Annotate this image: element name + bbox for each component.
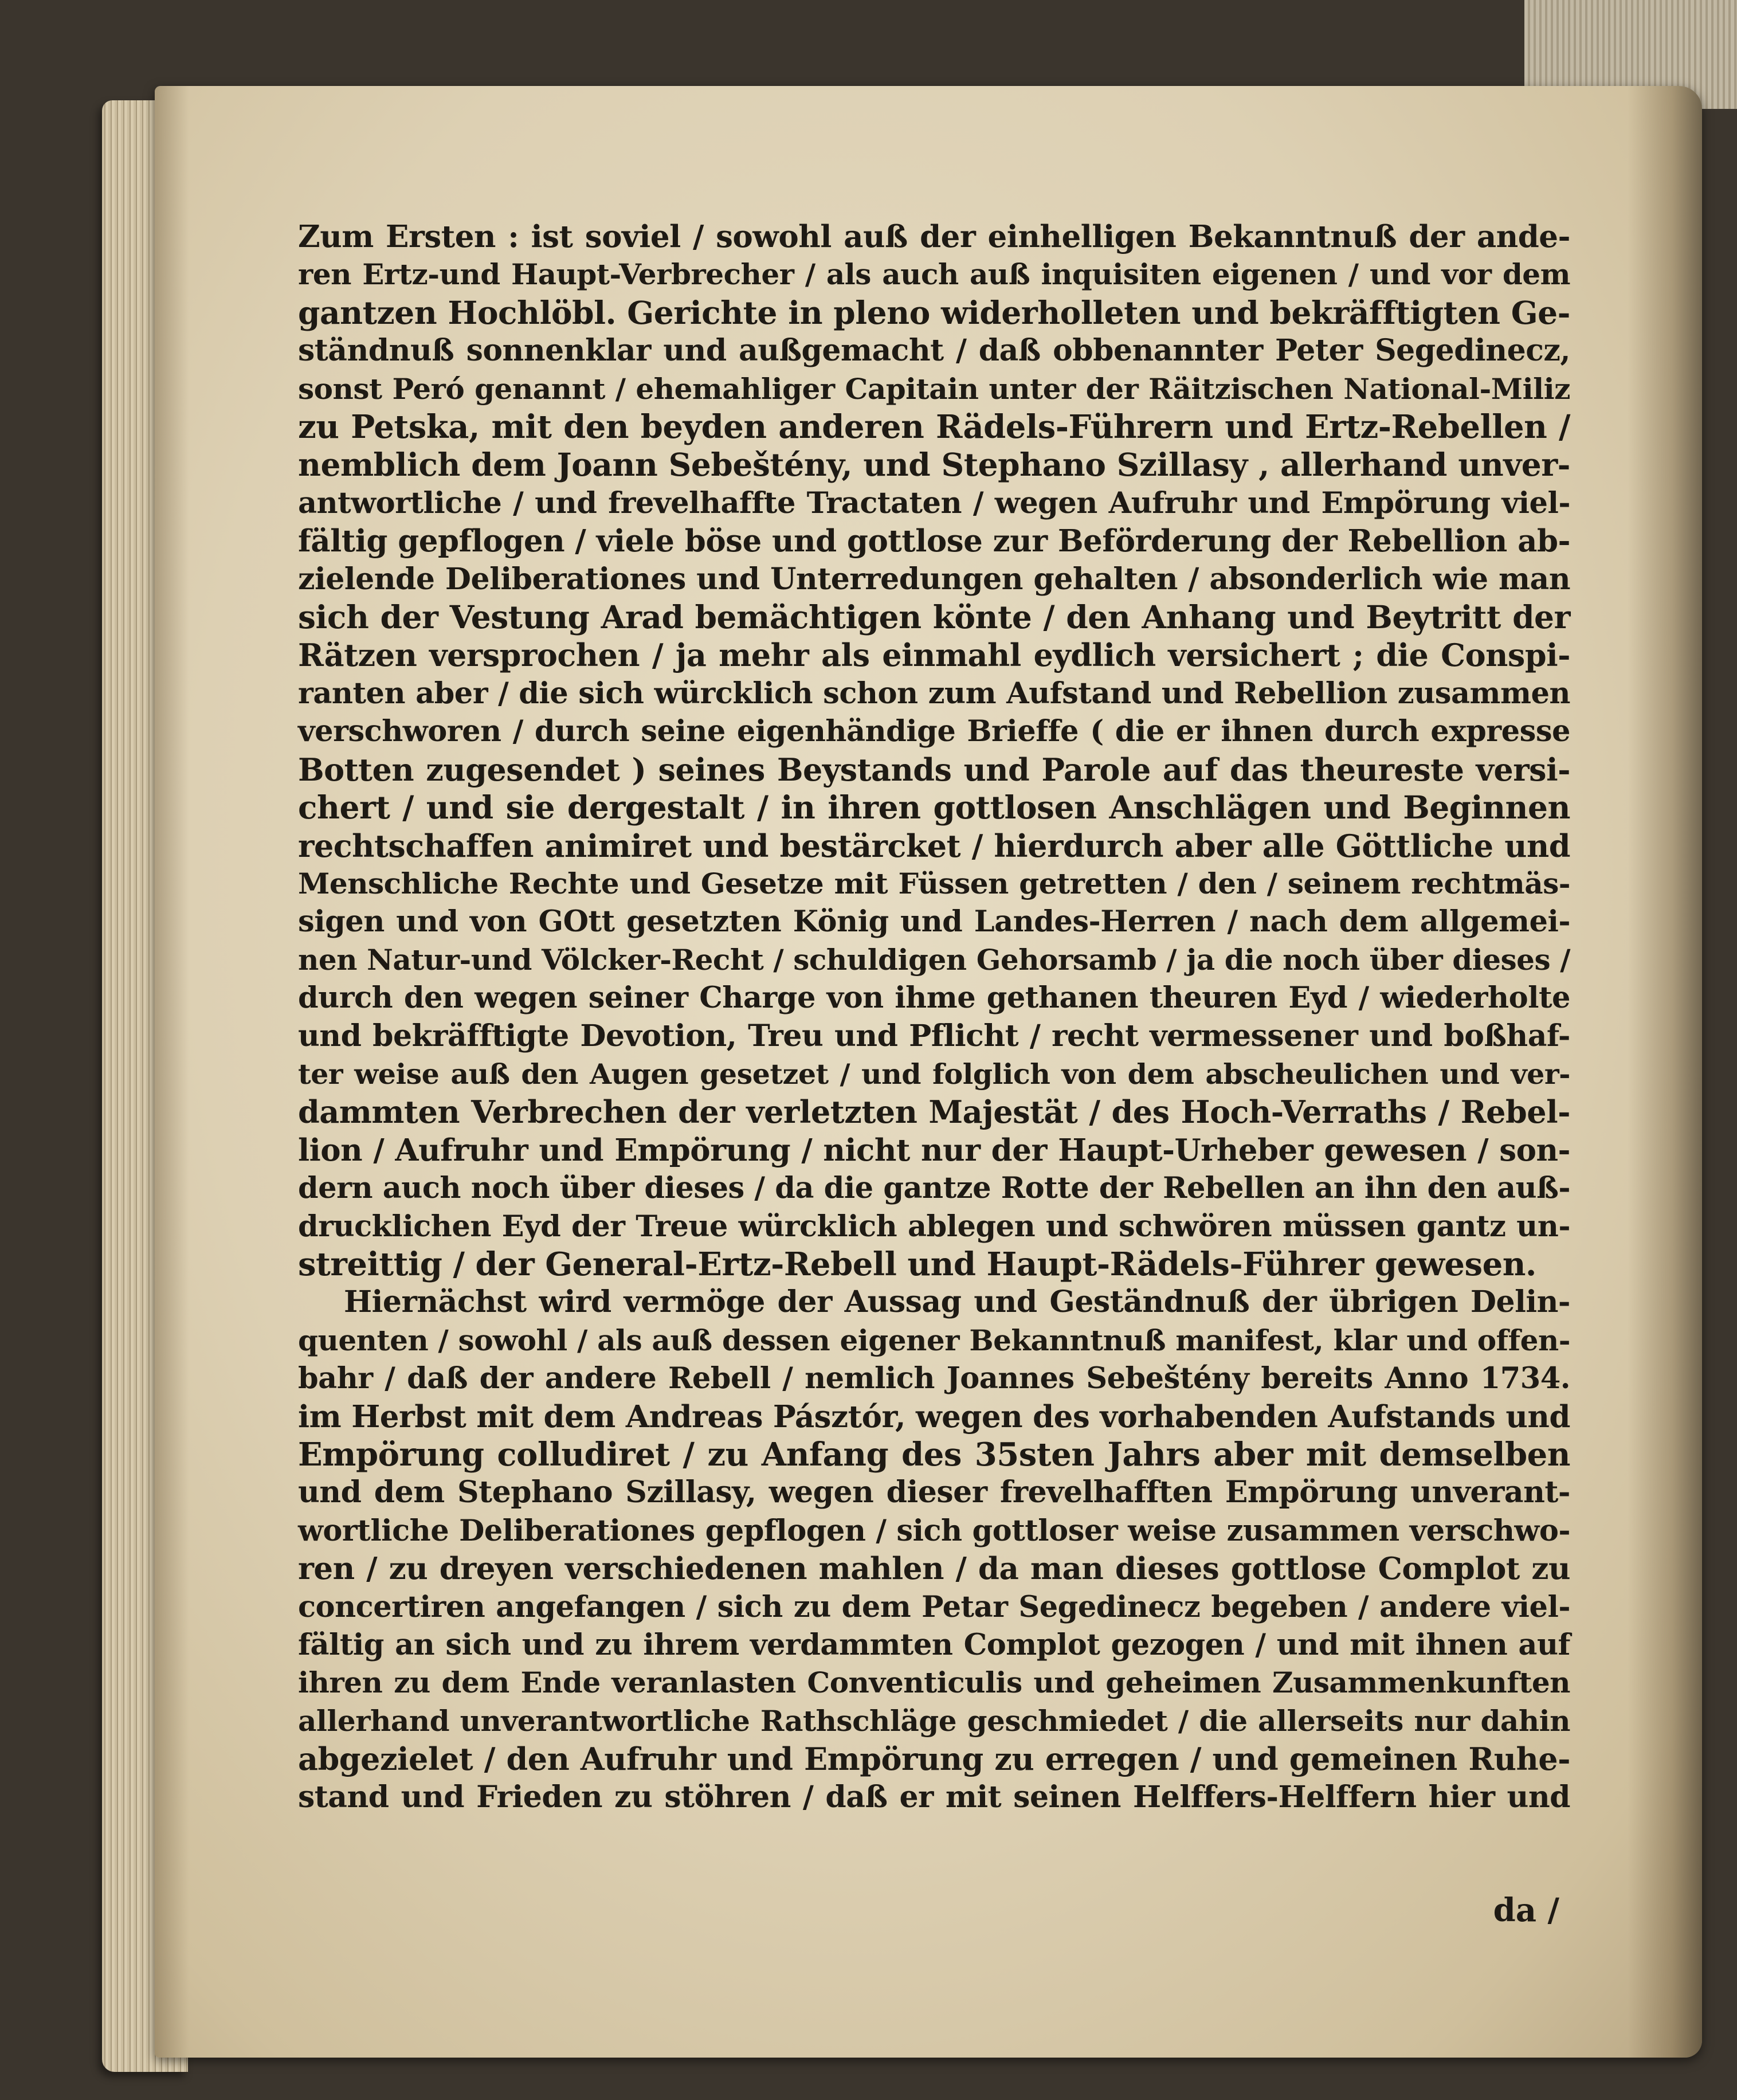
text-line: streittig / der General-Ertz-Rebell und Haupt-Rädels-Führer gewesen. bbox=[298, 1245, 1536, 1283]
text-line: Botten zugesendet ) seines Beystands und Parole auf das theureste versi- bbox=[298, 751, 1570, 788]
text-line: sonst Peró genannt / ehemahliger Capitain unter der Räitzischen National-Miliz bbox=[298, 371, 1570, 406]
text-line: wortliche Deliberationes gepflogen / sich gottloser weise zusammen verschwo- bbox=[298, 1513, 1570, 1548]
text-line: chert / und sie dergestalt / in ihren gottlosen Anschlägen und Beginnen bbox=[298, 789, 1570, 826]
text-line: Zum Ersten : ist soviel / sowohl auß der einhelligen Bekanntnuß der ande- bbox=[298, 219, 1570, 254]
text-line: dern auch noch über dieses / da die gantze Rotte der Rebellen an ihn den auß- bbox=[298, 1171, 1570, 1206]
text-line: und bekräfftigte Devotion, Treu und Pflicht / recht vermessener und boßhaf- bbox=[298, 1018, 1570, 1053]
text-line: bahr / daß der andere Rebell / nemlich Joannes Sebeštény bereits Anno 1734. bbox=[298, 1361, 1570, 1396]
text-line: abgezielet / den Aufruhr und Empörung zu erregen / und gemeinen Ruhe- bbox=[298, 1741, 1570, 1778]
text-line: ter weise auß den Augen gesetzet / und folglich von dem abscheulichen und ver- bbox=[298, 1057, 1570, 1091]
text-line: lion / Aufruhr und Empörung / nicht nur der Haupt-Urheber gewesen / son- bbox=[298, 1132, 1570, 1168]
catchword: da / bbox=[1493, 1891, 1559, 1929]
text-line: ihren zu dem Ende veranlasten Conventiculis und geheimen Zusammenkunften bbox=[298, 1666, 1570, 1700]
text-line: ren / zu dreyen verschiedenen mahlen / da man dieses gottlose Complot zu bbox=[298, 1551, 1570, 1587]
text-line: zielende Deliberationes und Unterredungen gehalten / absonderlich wie man bbox=[298, 561, 1570, 597]
text-line: ren Ertz-und Haupt-Verbrecher / als auch auß inquisiten eigenen / und vor dem bbox=[298, 257, 1570, 292]
text-line: nemblich dem Joann Sebeštény, und Stephano Szillasy , allerhand unver- bbox=[298, 446, 1570, 484]
text-line: antwortliche / und frevelhaffte Tractaten / wegen Aufruhr und Empörung viel- bbox=[298, 485, 1570, 520]
paragraph-2 bbox=[298, 1283, 1570, 1816]
text-line: dammten Verbrechen der verletzten Majestät / des Hoch-Verraths / Rebel- bbox=[298, 1094, 1570, 1131]
text-line: gantzen Hochlöbl. Gerichte in pleno widerholleten und bekräfftigten Ge- bbox=[298, 293, 1570, 331]
text-line: Hiernächst wird vermöge der Aussag und Geständnuß der übrigen Delin- bbox=[344, 1284, 1570, 1320]
text-line: sigen und von GOtt gesetzten König und Landes-Herren / nach dem allgemei- bbox=[298, 904, 1570, 939]
text-line: Empörung colludiret / zu Anfang des 35sten Jahrs aber mit demselben bbox=[298, 1436, 1570, 1474]
text-line: fältig an sich und zu ihrem verdammten Complot gezogen / und mit ihnen auf bbox=[298, 1628, 1570, 1663]
text-line: verschworen / durch seine eigenhändige Brieffe ( die er ihnen durch expresse bbox=[298, 714, 1570, 749]
text-line: fältig gepflogen / viele böse und gottlose zur Beförderung der Rebellion ab- bbox=[298, 523, 1570, 559]
text-line: durch den wegen seiner Charge von ihme gethanen theuren Eyd / wiederholte bbox=[298, 981, 1570, 1016]
text-line: concertiren angefangen / sich zu dem Petar Segedinecz begeben / andere viel- bbox=[298, 1589, 1570, 1624]
text-line: und dem Stephano Szillasy, wegen dieser frevelhafften Empörung unverant- bbox=[298, 1475, 1570, 1510]
page-edge-shade bbox=[155, 86, 189, 2058]
text-line: Rätzen versprochen / ja mehr als einmahl eydlich versichert ; die Conspi- bbox=[298, 637, 1570, 674]
page-gutter bbox=[1628, 86, 1702, 2058]
text-line: ständnuß sonnenklar und außgemacht / daß obbenannter Peter Segedinecz, bbox=[298, 333, 1570, 369]
page-text bbox=[298, 218, 1570, 1816]
text-line: ranten aber / die sich würcklich schon zum Aufstand und Rebellion zusammen bbox=[298, 676, 1570, 711]
text-line: sich der Vestung Arad bemächtigen könte / den Anhang und Beytritt der bbox=[298, 598, 1570, 636]
text-line: quenten / sowohl / als auß dessen eigener Bekanntnuß manifest, klar und offen- bbox=[298, 1323, 1570, 1357]
text-line: stand und Frieden zu stöhren / daß er mit seinen Helffers-Helffern hier und bbox=[298, 1779, 1570, 1815]
text-line: drucklichen Eyd der Treue würcklich ablegen und schwören müssen gantz un- bbox=[298, 1209, 1570, 1244]
text-line: allerhand unverantwortliche Rathschläge geschmiedet / die allerseits nur dahin bbox=[298, 1703, 1570, 1738]
text-line: zu Petska, mit den beyden anderen Rädels-Führern und Ertz-Rebellen / bbox=[298, 408, 1570, 446]
text-line: Menschliche Rechte und Gesetze mit Füssen getretten / den / seinem rechtmäs- bbox=[298, 866, 1570, 900]
paragraph-1 bbox=[298, 218, 1570, 1283]
text-line: im Herbst mit dem Andreas Pásztór, wegen des vorhabenden Aufstands und bbox=[298, 1398, 1570, 1435]
text-line: nen Natur-und Völcker-Recht / schuldigen Gehorsamb / ja die noch über dieses / bbox=[298, 942, 1570, 977]
text-line: rechtschaffen animiret und bestärcket / hierdurch aber alle Göttliche und bbox=[298, 827, 1570, 864]
